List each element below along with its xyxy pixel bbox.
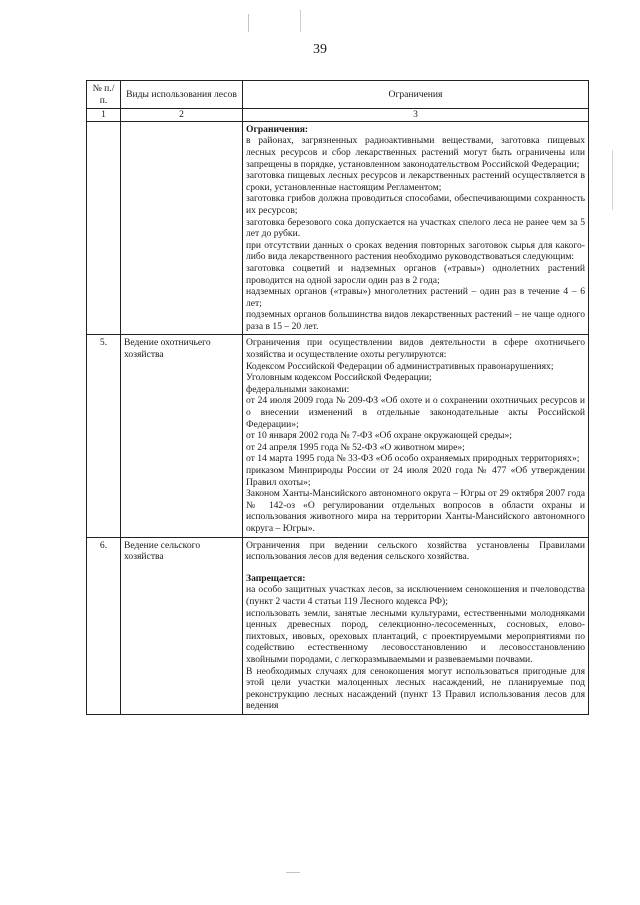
restriction-paragraph: заготовка березового сока допускается на участках спелого леса не ранее чем за 5 лет до рубки. — [246, 216, 585, 240]
restriction-paragraph: Ограничения при осуществлении видов деятельности в сфере охотничьего хозяйства и осуществление охоты регулируются: — [246, 337, 585, 361]
table-row — [87, 335, 589, 537]
row-number: 6. — [87, 537, 121, 714]
restriction-paragraph: В необходимых случаях для сенокошения могут использоваться пригодные для этой цели участки малоценных лесных насаждений, не планируемые под реконструкцию лесных насаждений (пункт 13 Правил использования лесов для ведения — [246, 665, 585, 712]
restriction-paragraph: от 24 апреля 1995 года № 52-ФЗ «О животном мире»; — [246, 441, 465, 453]
restriction-paragraph: использовать земли, занятые лесными культурами, естественными молодняками ценных древесных пород, селекционно-лесосеменных, сосновых, елово-пихтовых, ивовых, ореховых плантаций, с проектируемыми мероприятиями по содействию естественному лесовосстановлению и лесовосстановлению хвойными породами, с легкоразмываемыми и развеваемыми почвами. — [246, 607, 585, 665]
row-use-type — [121, 121, 243, 335]
restriction-paragraph: от 14 марта 1995 года № 33-ФЗ «Об особо охраняемых природных территориях»; — [246, 453, 580, 465]
scan-artifact — [286, 872, 300, 873]
section-heading: Запрещается: — [246, 572, 306, 584]
restriction-paragraph: заготовка соцветий и надземных органов («травы») однолетних растений проводится на одной заросли один раз в 2 года; — [246, 262, 585, 286]
restriction-paragraph: Законом Ханты-Мансийского автономного округа – Югры от 29 октября 2007 года № 142-оз «О регулировании отдельных вопросов в области охраны и использования животного мира на территории Ханты-Мансийского автономного округа – Югры». — [246, 488, 585, 534]
restriction-paragraph: приказом Минприроды России от 24 июля 2020 года № 477 «Об утверждении Правил охоты»; — [246, 465, 585, 488]
restriction-paragraph: Кодексом Российской Федерации об административных правонарушениях; — [246, 360, 554, 372]
scan-artifact — [248, 14, 249, 32]
row-number: 5. — [87, 335, 121, 537]
restriction-paragraph: от 10 января 2002 года № 7-ФЗ «Об охране окружающей среды»; — [246, 430, 512, 442]
restriction-paragraph: федеральными законами: — [246, 383, 350, 395]
page-number: 39 — [313, 42, 327, 57]
scan-artifact — [612, 150, 613, 210]
header-restrictions: Ограничения — [243, 81, 589, 109]
table-row — [87, 121, 589, 335]
section-heading: Ограничения: — [246, 123, 309, 135]
header-use-type: Виды использования лесов — [121, 81, 243, 109]
row-restrictions — [243, 537, 589, 714]
row-number — [87, 121, 121, 335]
restriction-paragraph: заготовка пищевых лесных ресурсов и лекарственных растений осуществляется в сроки, установленные настоящим Регламентом; — [246, 170, 585, 193]
restriction-paragraph: подземных органов большинства видов лекарственных растений – не чаще одного раза в 15 – 20 лет. — [246, 309, 585, 332]
restriction-paragraph: Уголовным кодексом Российской Федерации; — [246, 372, 432, 384]
restriction-paragraph: Ограничения при ведении сельского хозяйства установлены Правилами использования лесов для ведения сельского хозяйства. — [246, 539, 585, 563]
scan-artifact — [300, 10, 301, 32]
restrictions-table — [86, 80, 589, 715]
index-cell: 1 — [87, 109, 121, 122]
restriction-paragraph: заготовка грибов должна проводиться способами, обеспечивающими сохранность их ресурсов; — [246, 193, 585, 216]
table-index-row — [87, 109, 589, 122]
restriction-paragraph: в районах, загрязненных радиоактивными веществами, заготовка пищевых лесных ресурсов и сбор лекарственных растений могут быть ограничены или запрещены в порядке, установленном законодательством Российской Федерации; — [246, 135, 585, 170]
header-number: № п./п. — [87, 81, 121, 109]
index-cell: 3 — [243, 109, 589, 122]
restriction-paragraph: при отсутствии данных о сроках ведения повторных заготовок сырья для какого-либо вида лекарственного растения необходимо руководствоваться следующим: — [246, 239, 585, 263]
row-use-type: Ведение охотничьего хозяйства — [121, 335, 243, 537]
row-restrictions — [243, 121, 589, 335]
row-use-type: Ведение сельского хозяйства — [121, 537, 243, 714]
restriction-paragraph: от 24 июля 2009 года № 209-ФЗ «Об охоте и о сохранении охотничьих ресурсов и о внесении изменений в отдельные законодательные акты Российской Федерации»; — [246, 395, 585, 430]
paragraph-spacer — [246, 563, 585, 573]
table-row — [87, 537, 589, 714]
restriction-paragraph: надземных органов («травы») многолетних растений – один раз в течение 4 – 6 лет; — [246, 286, 585, 309]
index-cell: 2 — [121, 109, 243, 122]
restriction-paragraph: на особо защитных участках лесов, за исключением сенокошения и пчеловодства (пункт 2 части 4 статьи 119 Лесного кодекса РФ); — [246, 584, 585, 607]
row-restrictions — [243, 335, 589, 537]
table-header-row — [87, 81, 589, 109]
